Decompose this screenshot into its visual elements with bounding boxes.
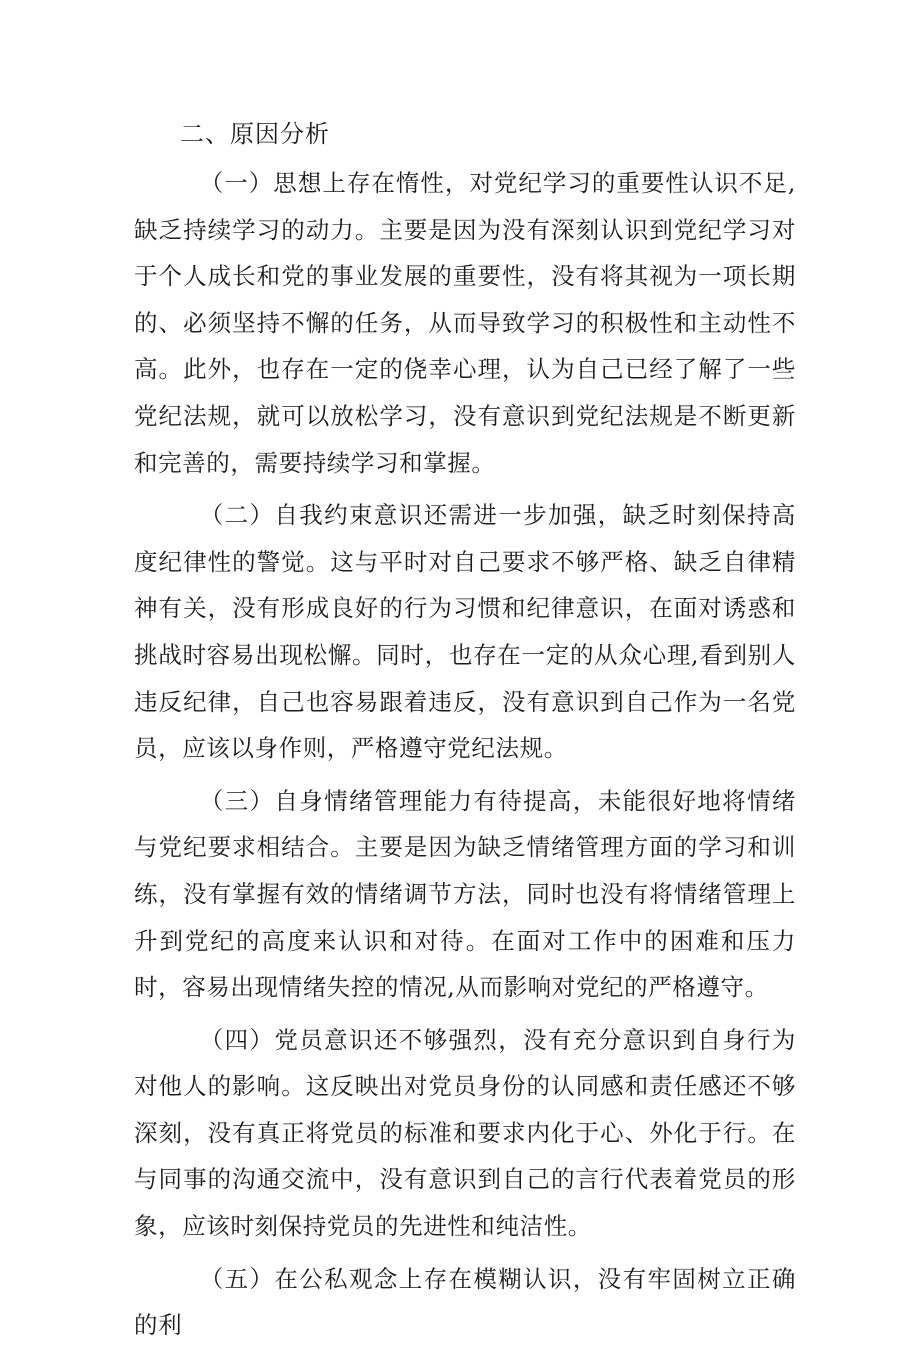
paragraph-2: （二）自我约束意识还需进一步加强，缺乏时刻保持高度纪律性的警觉。这与平时对自己要求不够严格、缺乏自律精神有关，没有形成良好的行为习惯和纪律意识，在面对诱惑和挑战时容易出现松懈。同时，也存在一定的从众心理,看到别人违反纪律，自己也容易跟着违反，没有意识到自己作为一名党员，应该以身作则，严格遵守党纪法规。 <box>134 501 796 763</box>
paragraph-1: （一）思想上存在惰性，对党纪学习的重要性认识不足,缺乏持续学习的动力。主要是因为没有深刻认识到党纪学习对于个人成长和党的事业发展的重要性，没有将其视为一项长期的、必须坚持不懈的任务，从而导致学习的积极性和主动性不高。此外，也存在一定的侥幸心理，认为自己已经了解了一些党纪法规，就可以放松学习，没有意识到党纪法规是不断更新和完善的，需要持续学习和掌握。 <box>134 169 796 477</box>
section-heading: 二、原因分析 <box>180 120 330 148</box>
paragraph-4: （四）党员意识还不够强烈，没有充分意识到自身行为对他人的影响。这反映出对党员身份的认同感和责任感还不够深刻，没有真正将党员的标准和要求内化于心、外化于行。在与同事的沟通交流中，没有意识到自己的言行代表着党员的形象，应该时刻保持党员的先进性和纯洁性。 <box>134 1025 796 1241</box>
document-body <box>134 108 796 1349</box>
paragraph-3: （三）自身情绪管理能力有待提高，未能很好地将情绪与党纪要求相结合。主要是因为缺乏情绪管理方面的学习和训练，没有掌握有效的情绪调节方法，同时也没有将情绪管理上升到党纪的高度来认识和对待。在面对工作中的困难和压力时，容易出现情绪失控的情况,从而影响对党纪的严格遵守。 <box>134 786 796 1002</box>
paragraph-5: （五）在公私观念上存在模糊认识，没有牢固树立正确的利 <box>134 1264 796 1340</box>
